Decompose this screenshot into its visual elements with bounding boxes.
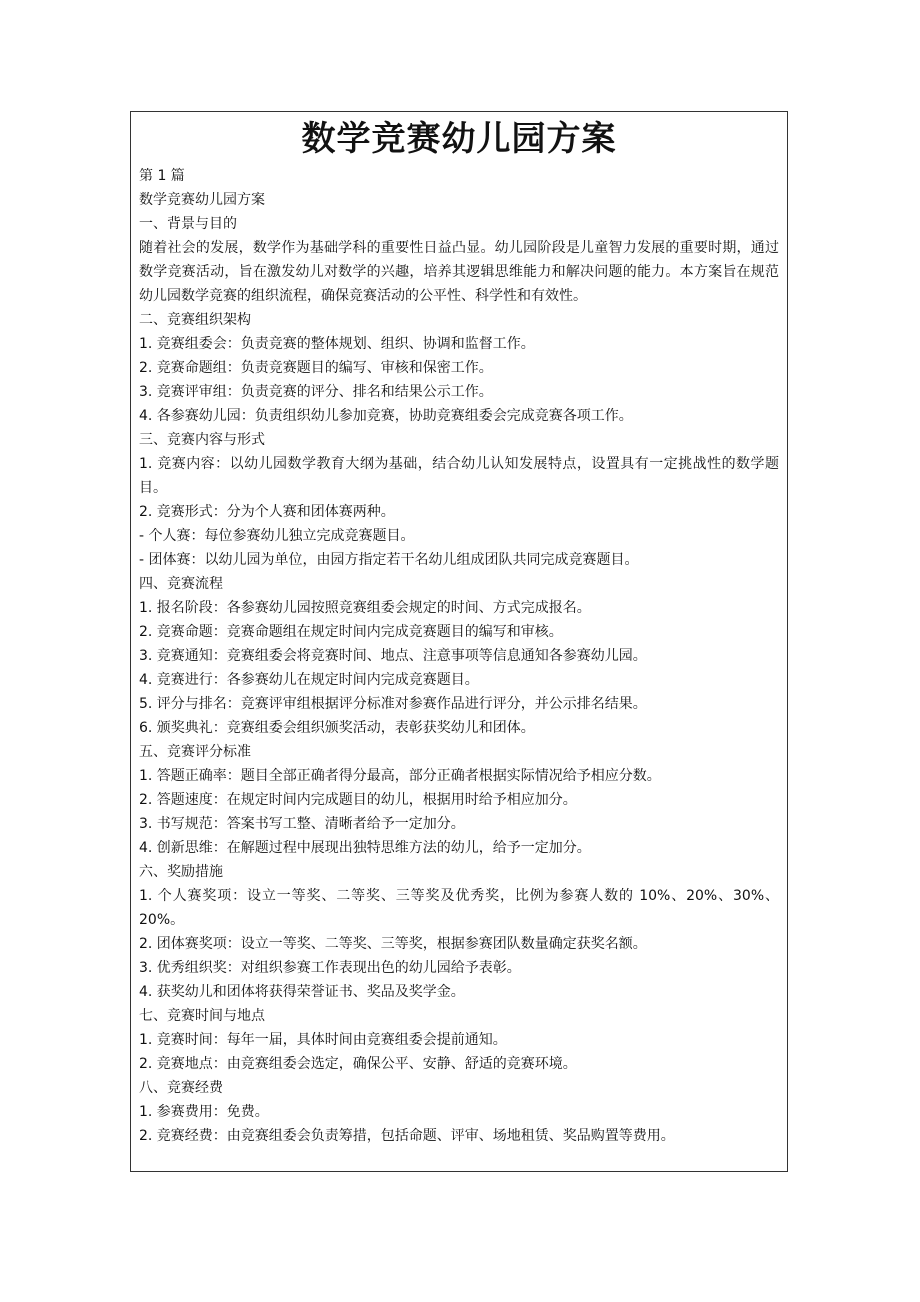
list-item: 1. 竞赛时间：每年一届，具体时间由竞赛组委会提前通知。 bbox=[139, 1032, 507, 1048]
list-item: 3. 竞赛评审组：负责竞赛的评分、排名和结果公示工作。 bbox=[139, 384, 493, 400]
section-heading: 四、竞赛流程 bbox=[139, 576, 223, 592]
section-heading: 七、竞赛时间与地点 bbox=[139, 1008, 265, 1024]
list-item: 3. 优秀组织奖：对组织参赛工作表现出色的幼儿园给予表彰。 bbox=[139, 960, 521, 976]
paragraph: 数学竞赛幼儿园方案 bbox=[139, 192, 265, 208]
section-heading: 五、竞赛评分标准 bbox=[139, 744, 251, 760]
list-item: 1. 参赛费用：免费。 bbox=[139, 1104, 269, 1120]
list-item: 2. 团体赛奖项：设立一等奖、二等奖、三等奖，根据参赛团队数量确定获奖名额。 bbox=[139, 936, 647, 952]
list-item: 1. 报名阶段：各参赛幼儿园按照竞赛组委会规定的时间、方式完成报名。 bbox=[139, 600, 591, 616]
list-item: 3. 书写规范：答案书写工整、清晰者给予一定加分。 bbox=[139, 816, 465, 832]
list-item: 6. 颁奖典礼：竞赛组委会组织颁奖活动，表彰获奖幼儿和团体。 bbox=[139, 720, 535, 736]
section-heading: 三、竞赛内容与形式 bbox=[139, 432, 265, 448]
section-heading: 一、背景与目的 bbox=[139, 216, 237, 232]
section-heading: 六、奖励措施 bbox=[139, 864, 223, 880]
list-item: 2. 竞赛命题组：负责竞赛题目的编写、审核和保密工作。 bbox=[139, 360, 493, 376]
document-title: 数学竞赛幼儿园方案 bbox=[301, 119, 617, 159]
paragraph: 第 1 篇 bbox=[139, 168, 185, 184]
list-item: - 团体赛：以幼儿园为单位，由园方指定若干名幼儿组成团队共同完成竞赛题目。 bbox=[139, 552, 639, 568]
list-item: 4. 竞赛进行：各参赛幼儿在规定时间内完成竞赛题目。 bbox=[139, 672, 479, 688]
list-item: - 个人赛：每位参赛幼儿独立完成竞赛题目。 bbox=[139, 528, 415, 544]
list-item: 1. 个人赛奖项：设立一等奖、二等奖、三等奖及优秀奖，比例为参赛人数的 10%、20%、30%、20%。 bbox=[139, 888, 779, 928]
list-item: 2. 竞赛经费：由竞赛组委会负责筹措，包括命题、评审、场地租赁、奖品购置等费用。 bbox=[139, 1128, 675, 1144]
document-frame bbox=[130, 111, 788, 1172]
list-item: 2. 答题速度：在规定时间内完成题目的幼儿，根据用时给予相应加分。 bbox=[139, 792, 577, 808]
list-item: 1. 竞赛内容：以幼儿园数学教育大纲为基础，结合幼儿认知发展特点，设置具有一定挑战性的数学题目。 bbox=[139, 456, 779, 496]
list-item: 4. 各参赛幼儿园：负责组织幼儿参加竞赛，协助竞赛组委会完成竞赛各项工作。 bbox=[139, 408, 633, 424]
paragraph: 随着社会的发展，数学作为基础学科的重要性日益凸显。幼儿园阶段是儿童智力发展的重要时期，通过数学竞赛活动，旨在激发幼儿对数学的兴趣，培养其逻辑思维能力和解决问题的能力。本方案旨在规范幼儿园数学竞赛的组织流程，确保竞赛活动的公平性、科学性和有效性。 bbox=[139, 240, 779, 304]
list-item: 2. 竞赛命题：竞赛命题组在规定时间内完成竞赛题目的编写和审核。 bbox=[139, 624, 563, 640]
section-heading: 八、竞赛经费 bbox=[139, 1080, 223, 1096]
list-item: 5. 评分与排名：竞赛评审组根据评分标准对参赛作品进行评分，并公示排名结果。 bbox=[139, 696, 647, 712]
list-item: 2. 竞赛形式：分为个人赛和团体赛两种。 bbox=[139, 504, 395, 520]
list-item: 4. 创新思维：在解题过程中展现出独特思维方法的幼儿，给予一定加分。 bbox=[139, 840, 591, 856]
list-item: 2. 竞赛地点：由竞赛组委会选定，确保公平、安静、舒适的竞赛环境。 bbox=[139, 1056, 577, 1072]
list-item: 4. 获奖幼儿和团体将获得荣誉证书、奖品及奖学金。 bbox=[139, 984, 465, 1000]
section-heading: 二、竞赛组织架构 bbox=[139, 312, 251, 328]
list-item: 3. 竞赛通知：竞赛组委会将竞赛时间、地点、注意事项等信息通知各参赛幼儿园。 bbox=[139, 648, 647, 664]
list-item: 1. 答题正确率：题目全部正确者得分最高，部分正确者根据实际情况给予相应分数。 bbox=[139, 768, 661, 784]
document-body bbox=[139, 164, 779, 1148]
list-item: 1. 竞赛组委会：负责竞赛的整体规划、组织、协调和监督工作。 bbox=[139, 336, 535, 352]
